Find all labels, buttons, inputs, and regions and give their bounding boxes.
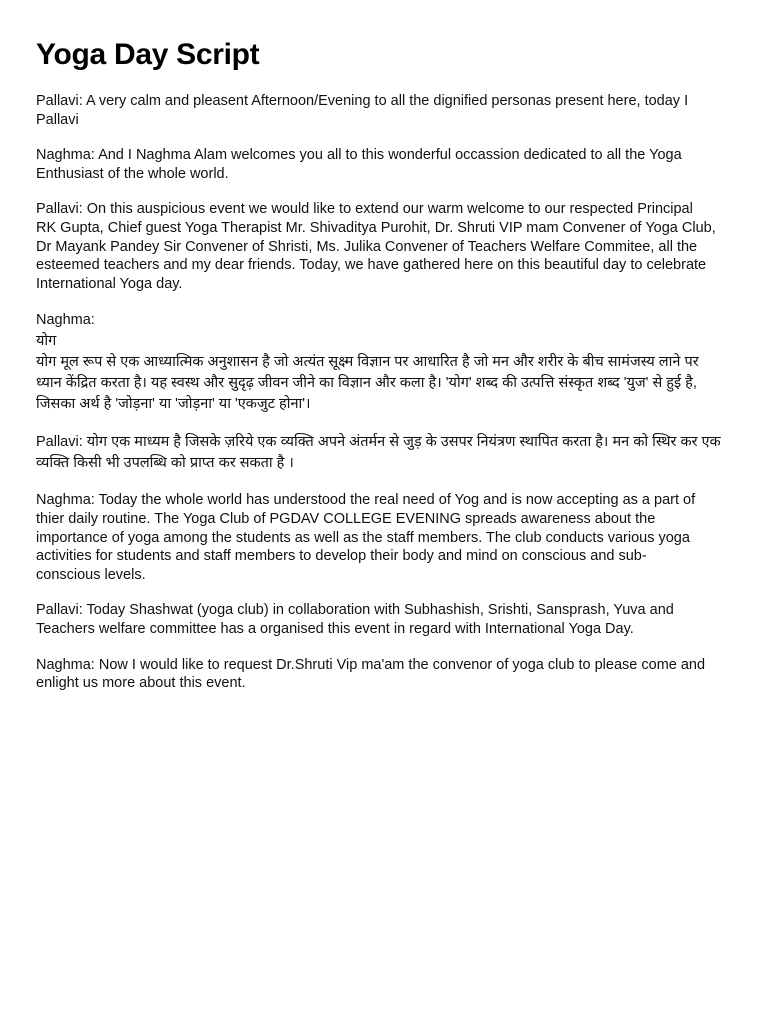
text-line: व्यक्ति किसी भी उपलब्धि को प्राप्त कर सकता है ।	[36, 455, 294, 472]
text-line: thier daily routine. The Yoga Club of PGDAV COLLEGE EVENING spreads awareness about the	[36, 510, 656, 527]
text-line: योग	[36, 333, 57, 350]
text-line: जिसका अर्थ है 'जोड़ना' या 'जोड़ना' या 'एकजुट होना'।	[36, 396, 311, 413]
text-line: Dr Mayank Pandey Sir Convener of Shristi, Ms. Julika Convener of Teachers Welfare Commitee, all the	[36, 238, 698, 255]
text-line: Pallavi: योग एक माध्यम है जिसके ज़रिये एक व्यक्ति अपने अंतर्मन से जुड़ के उसपर नियंत्रण स्थापित करता है। मन को स्थिर कर एक	[36, 434, 721, 451]
text-line: esteemed teachers and my dear friends. Today, we have gathered here on this beautiful day to celebrate	[36, 257, 707, 274]
text-line: RK Gupta, Chief guest Yoga Therapist Mr. Shivaditya Purohit, Dr. Shruti VIP mam Convener of Yoga Club,	[36, 219, 716, 236]
text-line: enlight us more about this event.	[36, 675, 246, 692]
document-page	[36, 36, 736, 710]
text-line: International Yoga day.	[36, 275, 183, 292]
text-line: Pallavi: Today Shashwat (yoga club) in collaboration with Subhashish, Srishti, Sansprash, Yuva and	[36, 602, 674, 619]
paragraph-pallavi-welcome	[36, 200, 736, 293]
text-line: Pallavi: On this auspicious event we would like to extend our warm welcome to our respected Principal	[36, 201, 693, 218]
text-line: importance of yoga among the students as well as the staff members. The club conducts various yoga	[36, 529, 690, 546]
text-line: Enthusiast of the whole world.	[36, 165, 229, 182]
text-line: Pallavi	[36, 111, 79, 128]
text-line: Teachers welfare committee has a organised this event in regard with International Yoga Day.	[36, 620, 634, 637]
paragraph-pallavi-greeting	[36, 92, 736, 129]
text-line: activities for students and staff members to develop their body and mind on conscious and sub-	[36, 548, 647, 565]
text-line: ध्यान केंद्रित करता है। यह स्वस्थ और सुदृढ़ जीवन जीने का विज्ञान और कला है। 'योग' शब्द की उत्पत्ति संस्कृत शब्द 'युज' से हुई है,	[36, 375, 697, 392]
text-line: conscious levels.	[36, 566, 146, 583]
document-title: Yoga Day Script	[36, 38, 260, 71]
text-line: Pallavi: A very calm and pleasent Afternoon/Evening to all the dignified personas present here, today I	[36, 93, 689, 109]
text-line: Naghma:	[36, 312, 95, 329]
paragraph-pallavi-yoga-hindi	[36, 432, 736, 474]
text-line: Naghma: And I Naghma Alam welcomes you all to this wonderful occassion dedicated to all the Yoga	[36, 147, 682, 164]
paragraph-naghma-yoga-hindi	[36, 310, 736, 415]
paragraph-naghma-greeting	[36, 146, 736, 183]
paragraph-naghma-request	[36, 656, 736, 693]
text-line: Naghma: Now I would like to request Dr.Shruti Vip ma'am the convenor of yoga club to please come and	[36, 656, 706, 673]
paragraph-pallavi-collaboration	[36, 601, 736, 638]
paragraph-naghma-yoga-club	[36, 491, 736, 584]
text-line: योग मूल रूप से एक आध्यात्मिक अनुशासन है जो अत्यंत सूक्ष्म विज्ञान पर आधारित है जो मन और शरीर के बीच सामंजस्य लाने पर	[36, 354, 699, 371]
text-line: Naghma: Today the whole world has understood the real need of Yog and is now accepting as a part of	[36, 492, 696, 509]
